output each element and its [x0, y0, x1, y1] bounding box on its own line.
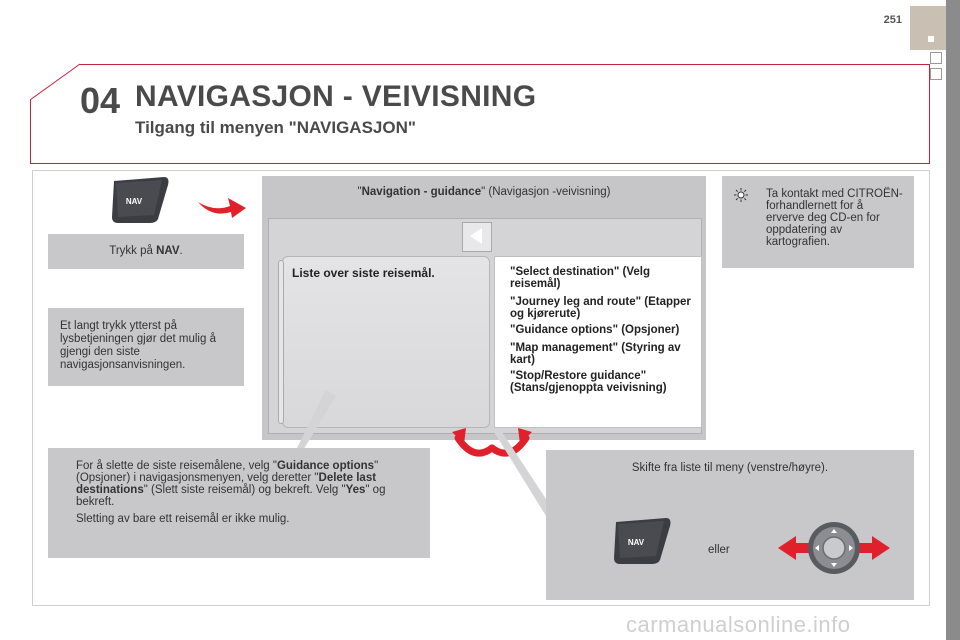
menu-item-label: "Journey leg and route" [510, 296, 642, 308]
menu-item-desc: (Stans/gjenoppta veivisning) [510, 382, 667, 394]
chapter-header-box [30, 64, 930, 164]
page-number: 251 [883, 14, 902, 26]
long-press-text: Et langt trykk ytterst på lysbetjeningen gjør det mulig å gjengi den siste navigasjonsanvisningen. [60, 320, 216, 371]
info-sun-icon [734, 188, 748, 202]
nav-button-icon [108, 175, 172, 225]
delete-last-destinations-term: Delete last destinations [76, 472, 377, 496]
screen-header-quote: " [357, 186, 362, 198]
screen-header-translation: " (Navigasjon -veivisning) [481, 186, 611, 198]
press-nav-prefix: Trykk på [109, 245, 153, 257]
menu-item-desc: (Velg reisemål) [510, 266, 651, 290]
press-nav-instruction [48, 234, 244, 269]
joystick-left-right-icon [774, 516, 894, 580]
menu-item-stop-restore[interactable] [510, 370, 698, 394]
nav-button-label: NAV [627, 538, 645, 547]
menu-item-label: "Stop/Restore guidance" [510, 370, 647, 382]
watermark: carmanualsonline.info [626, 612, 851, 637]
chapter-marker-square [930, 68, 942, 80]
page-title: NAVIGASJON - VEIVISNING [135, 80, 537, 113]
switch-text: Skifte fra liste til meny (venstre/høyre). [631, 462, 829, 474]
screen-header [262, 176, 706, 216]
delete-destinations-instruction [48, 448, 430, 558]
menu-item-label: "Guidance options" [510, 324, 619, 336]
text: " (Opsjoner) i navigasjonsmenyen, velg deretter " [76, 460, 379, 484]
menu-item-guidance-options[interactable] [510, 324, 698, 336]
page-tab [910, 6, 946, 50]
page-tab-marker [928, 36, 934, 42]
menu-item-desc: (Styring av kart) [510, 342, 681, 366]
menu-item-label: "Select destination" [510, 266, 620, 278]
or-text: eller [708, 544, 730, 556]
menu-item-map-management[interactable] [510, 342, 698, 366]
menu-item-desc: (Etapper og kjørerute) [510, 296, 691, 320]
callout-pointer [492, 432, 552, 518]
text: " og bekreft. [76, 484, 386, 508]
chapter-marker-square [930, 52, 942, 64]
red-arrow-right-icon [196, 186, 248, 220]
callout-pointer [290, 390, 340, 454]
page-edge-bar [946, 0, 960, 640]
page-subtitle: Tilgang til menyen "NAVIGASJON" [135, 118, 416, 137]
menu-item-desc: (Opsjoner) [618, 324, 680, 336]
menu-item-label: "Map management" [510, 342, 619, 354]
yes-term: Yes [345, 484, 366, 496]
guidance-options-term: Guidance options [276, 460, 375, 472]
list-scrollbar[interactable] [278, 260, 284, 424]
delete-paragraph-2: Sletting av bare ett reisemål er ikke mulig. [76, 513, 290, 525]
screen-header-title: Navigation - guidance [361, 186, 482, 198]
long-press-instruction [48, 308, 244, 386]
press-nav-key: NAV [156, 245, 180, 257]
destination-list-title: Liste over siste reisemål. [292, 266, 435, 280]
chapter-number: 04 [80, 80, 121, 121]
nav-button-icon [610, 516, 674, 566]
menu-item-journey-leg[interactable] [510, 296, 698, 320]
info-text: Ta kontakt med CITROËN-forhandlernett for å erverve deg CD-en for oppdatering av kartografien. [766, 188, 903, 248]
back-arrow-icon [470, 228, 482, 244]
info-note [722, 176, 914, 268]
menu-item-select-destination[interactable] [510, 266, 698, 290]
nav-button-label: NAV [125, 197, 143, 206]
delete-paragraph-1 [76, 460, 418, 508]
press-nav-suffix: . [179, 245, 183, 257]
text: For å slette de siste reisemålene, velg " [76, 460, 277, 472]
text: " (Slett siste reisemål) og bekreft. Velg " [143, 484, 346, 496]
